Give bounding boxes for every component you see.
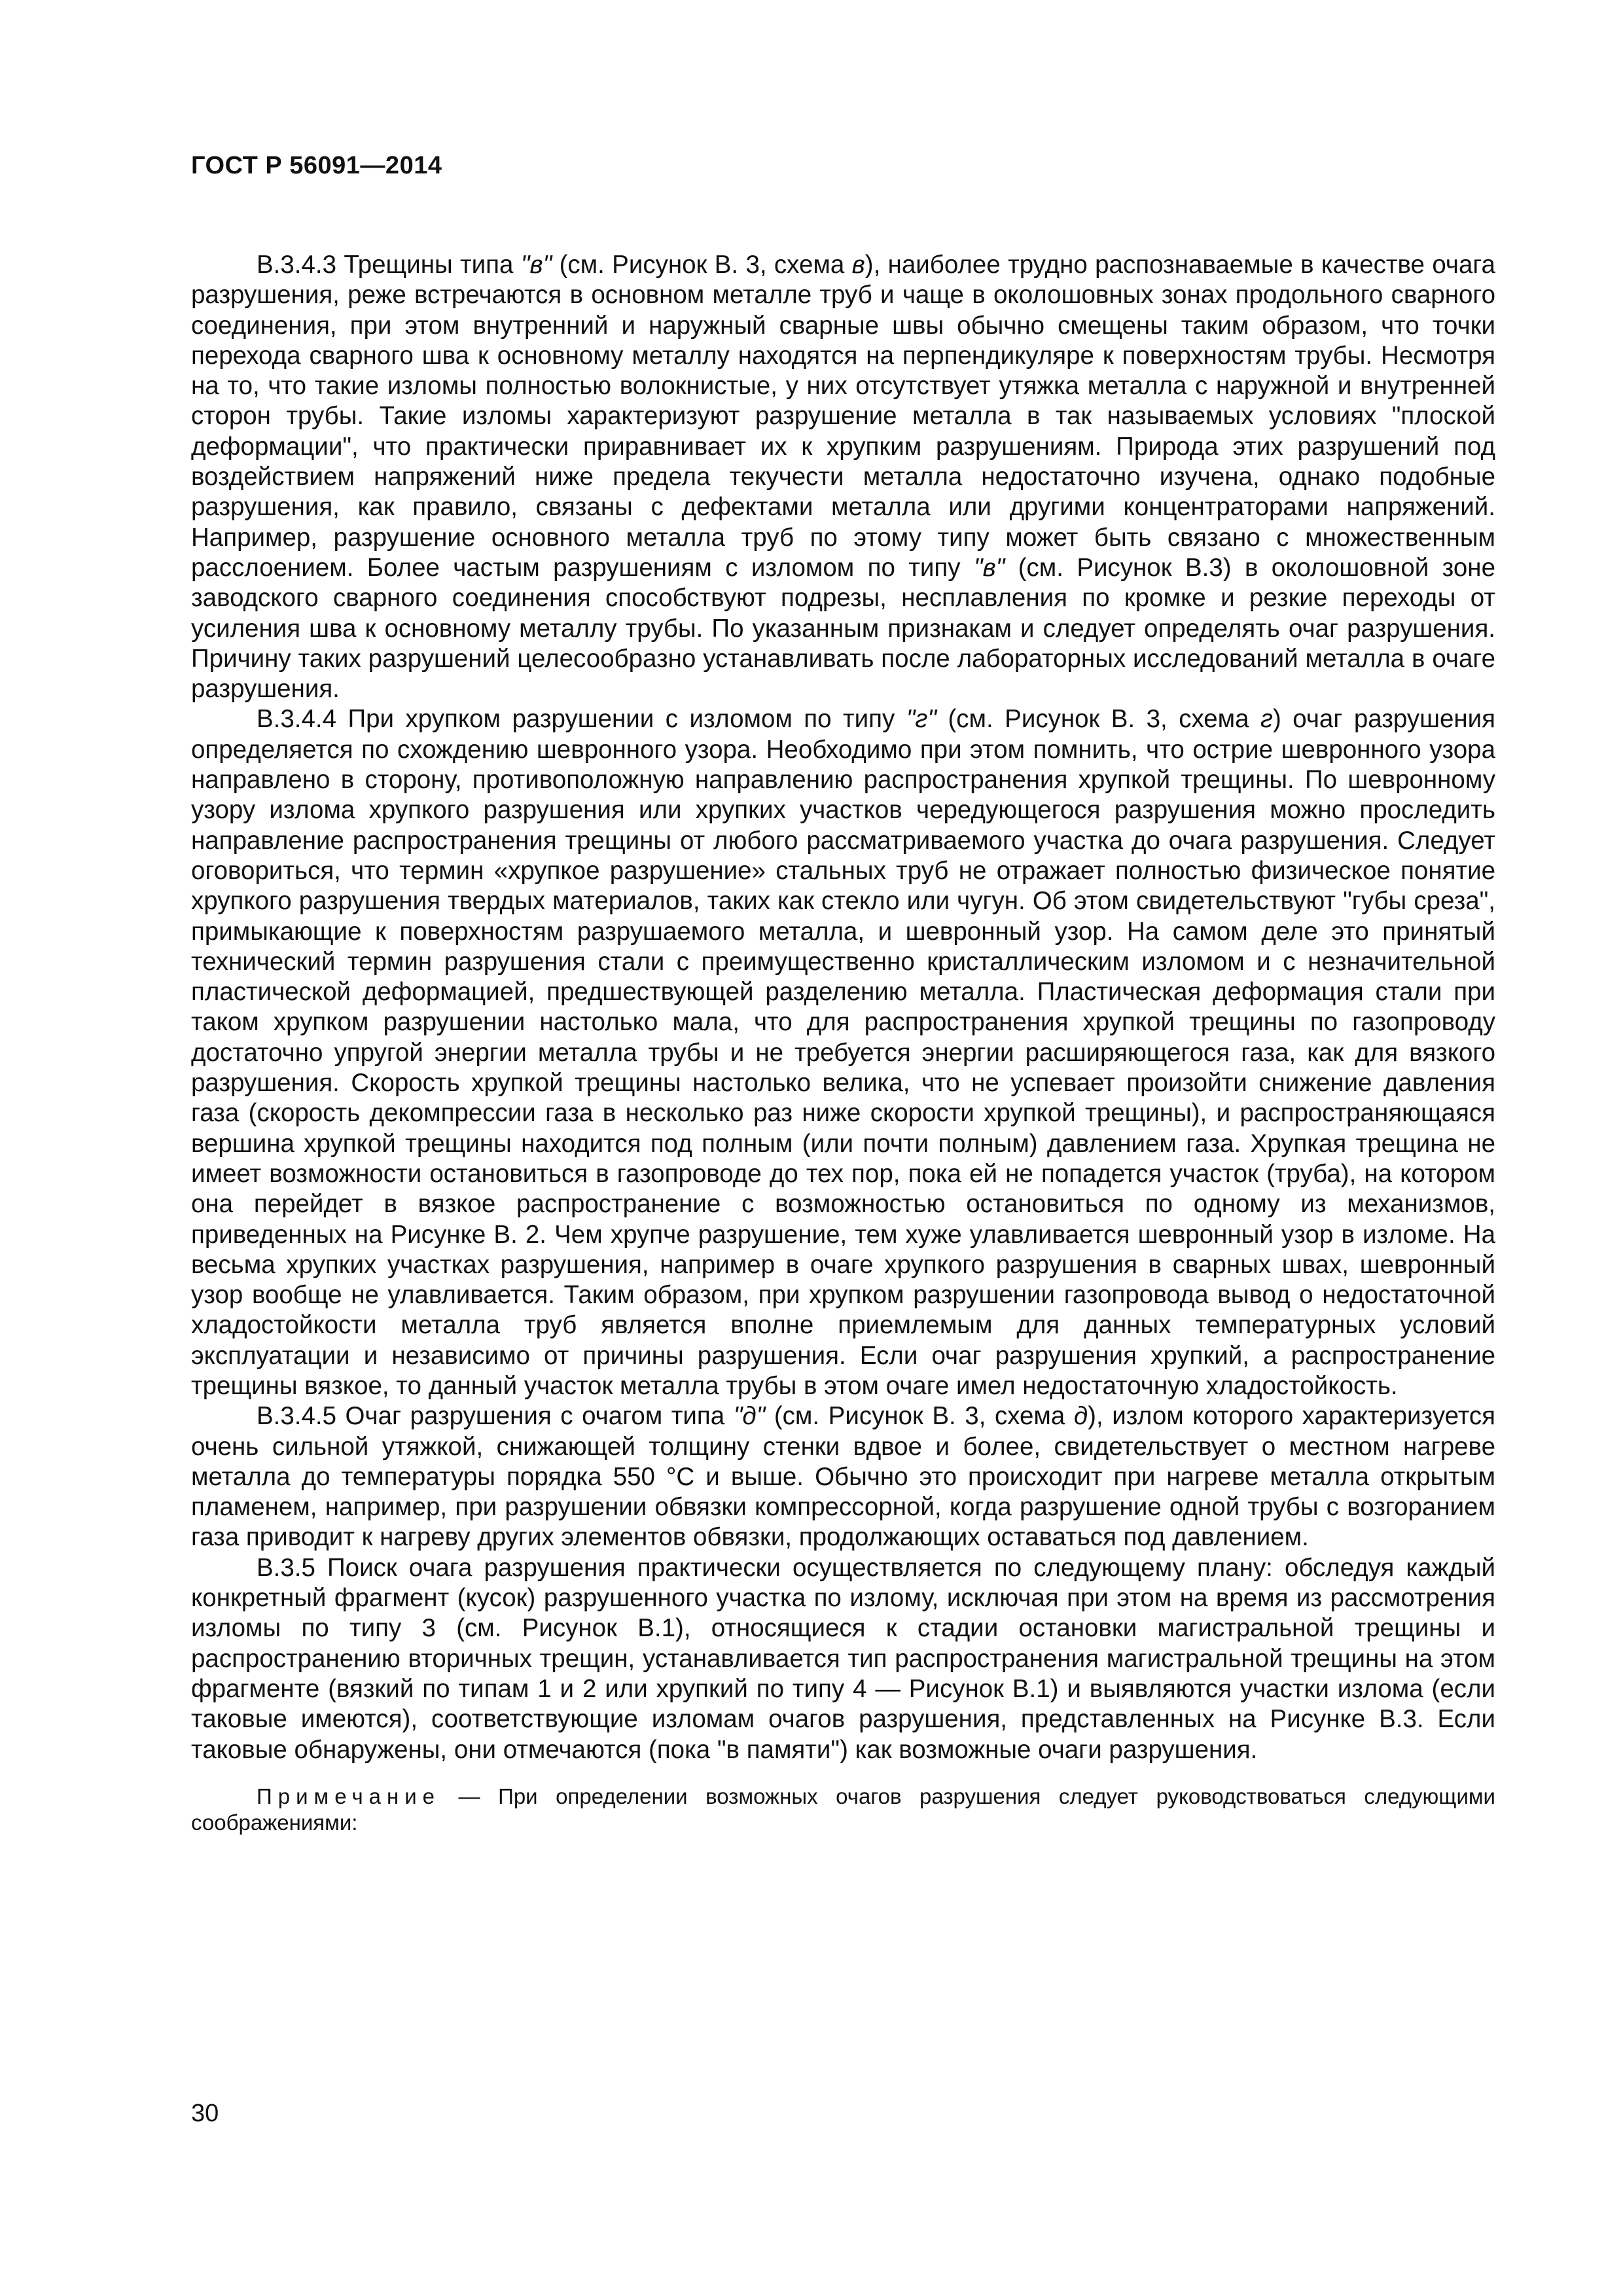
paragraph-text: (см. Рисунок В. 3, схема	[552, 251, 852, 279]
crack-type-label: "д"	[733, 1402, 766, 1431]
note-paragraph	[191, 1784, 1495, 1836]
paragraph-text: (см. Рисунок В. 3, схема	[936, 705, 1261, 734]
paragraph-text: ), наиболее трудно распознаваемые в качестве очага разрушения, реже встречаются в основном металле труб и чаще в околошовных зонах продольного сварного соединения, при этом внутренний и наружный сварные швы обычно смещены таким образом, что точки перехода сварного шва к основному металлу находятся на перпендикуляре к поверхностям трубы. Несмотря на то, что такие изломы полностью волокнистые, у них отсутствует утяжка металла с наружной и внутренней сторон трубы. Такие изломы характеризуют разрушение металла в так называемых условиях "плоской деформации", что практически приравнивает их к хрупким разрушениям. Природа этих разрушений под воздействием напряжений ниже предела текучести металла недостаточно изучена, однако подобные разрушения, как правило, связаны с дефектами металла или другими концентраторами напряжений. Например, разрушение основного металла труб по этому типу может быть связано с множественным расслоением. Более частым разрушениям с изломом по типу	[191, 251, 1495, 582]
clause-number: В.3.4.5	[257, 1402, 337, 1431]
page-number: 30	[191, 2100, 219, 2127]
crack-type-label: "в"	[520, 251, 552, 279]
scheme-label: г	[1260, 705, 1274, 734]
paragraph-text: ), излом которого характеризуется очень сильной утяжкой, снижающей толщину стенки вдвое и более, свидетельствует о местном нагреве металла до температуры порядка 550 °С и выше. Обычно это происходит при нагреве металла открытым пламенем, например, при разрушении обвязки компрессорной, когда разрушение одной трубы с возгоранием газа приводит к нагреву других элементов обвязки, продолжающих оставаться под давлением.	[191, 1402, 1496, 1552]
paragraph-b344	[191, 704, 1495, 1401]
note-label: Примечание	[257, 1784, 441, 1808]
note-text: — При определении возможных очагов разрушения следует руководствоваться следующими соображениями:	[191, 1784, 1495, 1835]
paragraph-text: Трещины типа	[336, 251, 521, 279]
paragraph-text: Поиск очага разрушения практически осуществляется по следующему плану: обследуя каждый конкретный фрагмент (кусок) разрушенного участка по излому, исключая при этом на время из рассмотрения изломы по типу 3 (см. Рисунок В.1), относящиеся к стадии остановки магистральной трещины и распространению вторичных трещин, устанавливается тип распространения магистральной трещины на этом фрагменте (вязкий по типам 1 и 2 или хрупкий по типу 4 — Рисунок В.1) и выявляются участки излома (если таковые имеются), соответствующие изломам очагов разрушения, представленных на Рисунке В.3. Если таковые обнаружены, они отмечаются (пока "в памяти") как возможные очаги разрушения.	[191, 1553, 1495, 1764]
paragraph-text: Очаг разрушения с очагом типа	[336, 1402, 734, 1431]
paragraph-text: При хрупком разрушении с изломом по типу	[336, 705, 906, 734]
paragraph-b35	[191, 1553, 1495, 1765]
clause-number: В.3.4.4	[257, 705, 337, 734]
clause-number: В.3.5	[257, 1553, 315, 1582]
scheme-label: д	[1073, 1402, 1088, 1431]
clause-number: В.3.4.3	[257, 251, 337, 279]
paragraph-text: (см. Рисунок В.3) в околошовной зоне заводского сварного соединения способствуют подрезы, несплавления по кромке и резкие переходы от усиления шва к основному металлу трубы. По указанным признакам и следует определять очаг разрушения. Причину таких разрушений целесообразно устанавливать после лабораторных исследований металла в очаге разрушения.	[191, 553, 1495, 704]
paragraph-b343	[191, 250, 1495, 704]
paragraph-b345	[191, 1401, 1495, 1552]
document-body	[191, 250, 1495, 1836]
document-header: ГОСТ Р 56091—2014	[191, 152, 442, 179]
scheme-label: в	[851, 251, 865, 279]
paragraph-text: (см. Рисунок В. 3, схема	[765, 1402, 1074, 1431]
paragraph-text: ) очаг разрушения определяется по схождению шевронного узора. Необходимо при этом помнить, что острие шевронного узора направлено в сторону, противоположную направлению распространения хрупкой трещины. По шевронному узору излома хрупкого разрушения или хрупких участков чередующегося разрушения можно проследить направление распространения трещины от любого рассматриваемого участка до очага разрушения. Следует оговориться, что термин «хрупкое разрушение» стальных труб не отражает полностью физическое понятие хрупкого разрушения твердых материалов, таких как стекло или чугун. Об этом свидетельствуют "губы среза", примыкающие к поверхностям разрушаемого металла, и шевронный узор. На самом деле это принятый технический термин разрушения стали с преимущественно кристаллическим изломом и с незначительной пластической деформацией, предшествующей разделению металла. Пластическая деформация стали при таком хрупком разрушении настолько мала, что для распространения хрупкой трещины по газопроводу достаточно упругой энергии металла трубы и не требуется энергии расширяющегося газа, как для вязкого разрушения. Скорость хрупкой трещины настолько велика, что не успевает произойти снижение давления газа (скорость декомпрессии газа в несколько раз ниже скорости хрупкой трещины), и распространяющаяся вершина хрупкой трещины находится под полным (или почти полным) давлением газа. Хрупкая трещина не имеет возможности остановиться в газопроводе до тех пор, пока ей не попадется участок (труба), на котором она перейдет в вязкое распространение с возможностью остановиться по одному из механизмов, приведенных на Рисунке В. 2. Чем хрупче разрушение, тем хуже улавливается шевронный узор в изломе. На весьма хрупких участках разрушения, например в очаге хрупкого разрушения в сварных швах, шевронный узор вообще не улавливается. Таким образом, при хрупком разрушении газопровода вывод о недостаточной хладостойкости металла труб является вполне приемлемым для данных температурных условий эксплуатации и независимо от причины разрушения. Если очаг разрушения хрупкий, а распространение трещины вязкое, то данный участок металла трубы в этом очаге имел недостаточную хладостойкость.	[191, 705, 1496, 1400]
crack-type-label: "в"	[973, 553, 1005, 582]
crack-type-label: "г"	[906, 705, 937, 734]
